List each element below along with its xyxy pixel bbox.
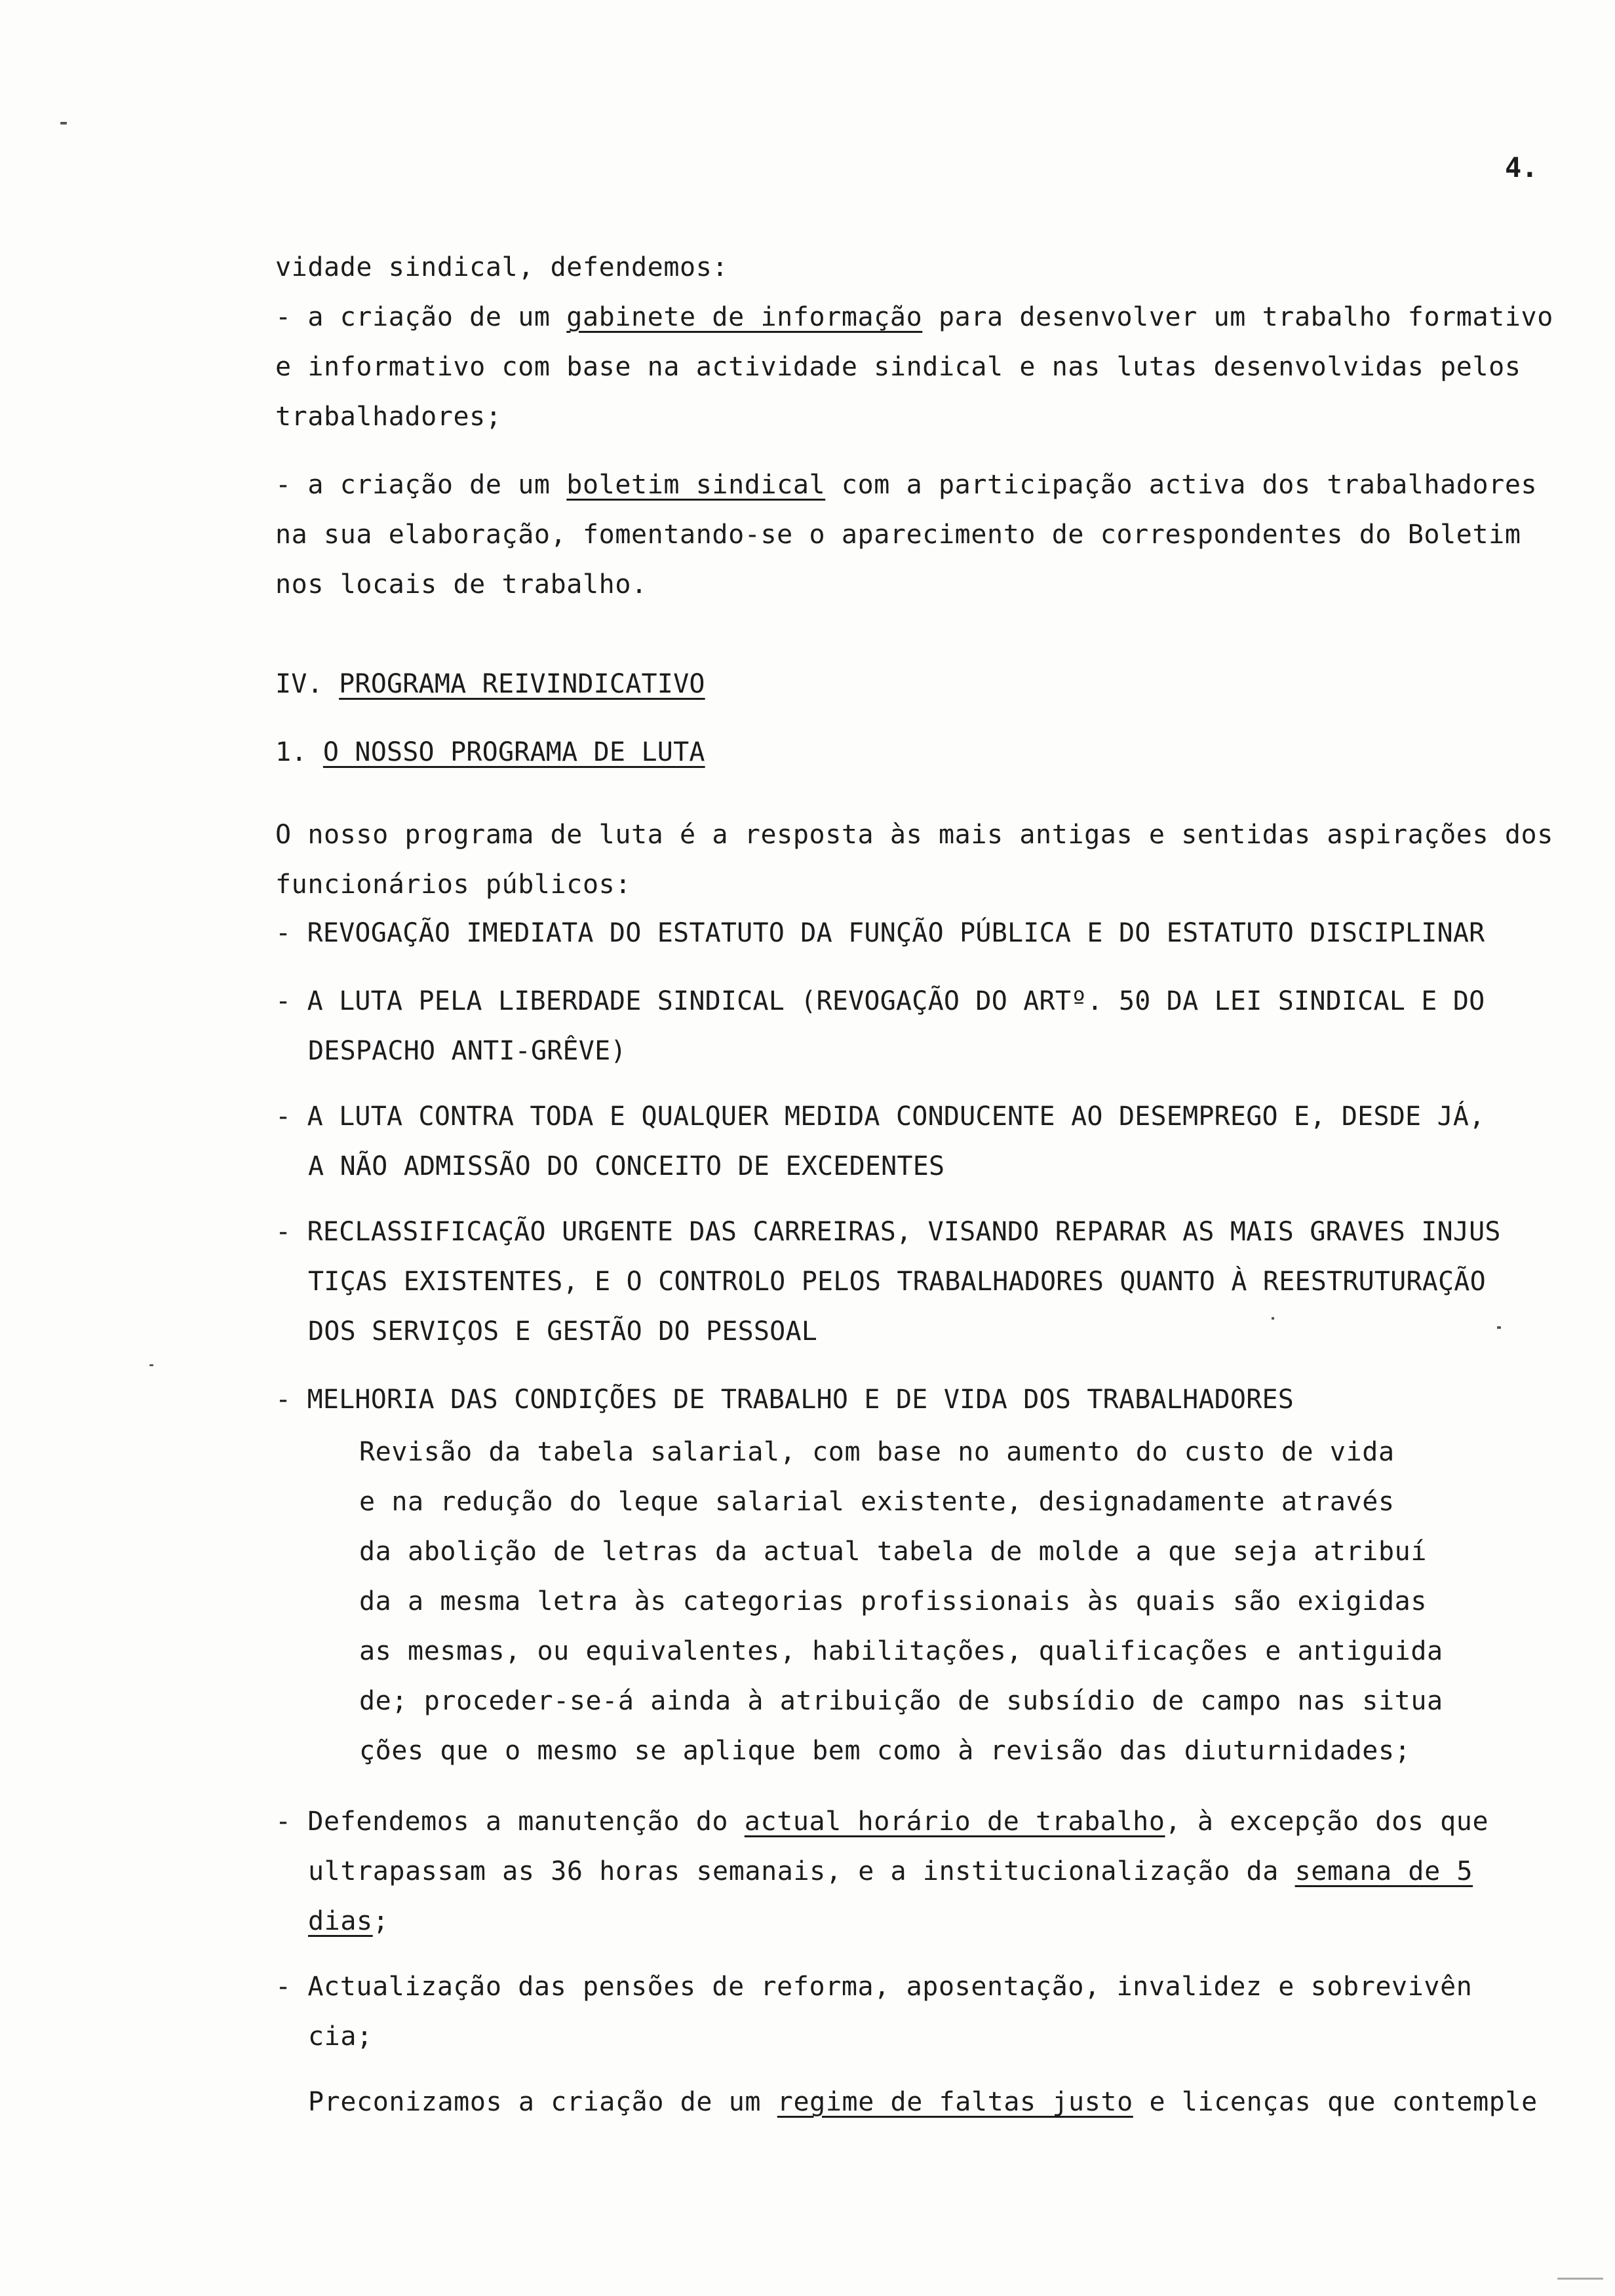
hours-line-3-b: ; — [372, 1906, 389, 1936]
pensions-line-1: - Actualização das pensões de reforma, aposentação, invalidez e sobrevivên — [275, 1972, 1473, 2002]
horario-underlined-text: actual horário de trabalho — [744, 1807, 1165, 1837]
item-1: - REVOGAÇÃO IMEDIATA DO ESTATUTO DA FUNÇÃO PÚBLICA E DO ESTATUTO DISCIPLINAR — [275, 918, 1485, 948]
item-4-line-3: DOS SERVIÇOS E GESTÃO DO PESSOAL — [308, 1316, 818, 1347]
salary-line-2: e na redução do leque salarial existente, designadamente através — [359, 1487, 1395, 1517]
hours-line-2 — [308, 1853, 1473, 1890]
section-number: IV. — [275, 669, 340, 699]
subsection-number: 1. — [275, 737, 323, 767]
hours-line-2-a: ultrapassam as 36 horas semanais, e a institucionalização da — [308, 1856, 1295, 1886]
absences-line-1-b: e licenças que contemple — [1133, 2087, 1538, 2117]
intro-line-2: funcionários públicos: — [275, 870, 632, 900]
semana-underlined-text: semana de 5 — [1294, 1856, 1473, 1886]
item-4-line-1: - RECLASSIFICAÇÃO URGENTE DAS CARREIRAS, VISANDO REPARAR AS MAIS GRAVES INJUS — [275, 1217, 1501, 1247]
para1-line-2-b: para desenvolver um trabalho formativo — [922, 302, 1553, 332]
section-title: PROGRAMA REIVINDICATIVO — [339, 669, 705, 699]
gabinete-underlined-text: gabinete de informação — [566, 302, 923, 332]
para1-line-1: vidade sindical, defendemos: — [275, 252, 729, 282]
intro-line-1: O nosso programa de luta é a resposta às mais antigas e sentidas aspirações dos — [275, 820, 1553, 850]
dias-underlined-text: dias — [308, 1906, 373, 1936]
hours-line-1 — [275, 1803, 1489, 1840]
boletim-underlined-text: boletim sindical — [566, 470, 826, 500]
scan-speck — [1557, 2278, 1603, 2280]
scan-speck — [1497, 1326, 1501, 1329]
faltas-underlined-text: regime de faltas justo — [777, 2087, 1133, 2117]
para1-line-4: trabalhadores; — [275, 402, 502, 432]
subsection-heading — [275, 734, 705, 771]
para2-line-1 — [275, 467, 1537, 503]
item-2-line-2: DESPACHO ANTI-GRÊVE) — [308, 1036, 627, 1066]
section-heading — [275, 666, 705, 702]
salary-line-6: de; proceder-se-á ainda à atribuição de subsídio de campo nas situa — [359, 1686, 1443, 1716]
salary-line-1: Revisão da tabela salarial, com base no aumento do custo de vida — [359, 1437, 1395, 1467]
para2-line-1-a: - a criação de um — [275, 470, 567, 500]
item-5: - MELHORIA DAS CONDIÇÕES DE TRABALHO E DE VIDA DOS TRABALHADORES — [275, 1385, 1294, 1415]
para1-line-3: e informativo com base na actividade sindical e nas lutas desenvolvidas pelos — [275, 352, 1521, 382]
item-3-line-2: A NÃO ADMISSÃO DO CONCEITO DE EXCEDENTES — [308, 1151, 945, 1181]
para1-line-2-a: - a criação de um — [275, 302, 567, 332]
item-4-line-2: TIÇAS EXISTENTES, E O CONTROLO PELOS TRABALHADORES QUANTO À REESTRUTURAÇÃO — [308, 1267, 1486, 1297]
salary-line-3: da abolição de letras da actual tabela de molde a que seja atribuí — [359, 1537, 1428, 1567]
salary-line-4: da a mesma letra às categorias profissionais às quais são exigidas — [359, 1586, 1428, 1617]
para1-line-2 — [275, 299, 1553, 335]
para2-line-1-b: com a participação activa dos trabalhadores — [825, 470, 1538, 500]
absences-line-1-a: Preconizamos a criação de um — [308, 2087, 777, 2117]
para2-line-3: nos locais de trabalho. — [275, 569, 648, 600]
scan-speck — [1272, 1317, 1274, 1320]
hours-line-3 — [308, 1903, 389, 1940]
hours-line-1-b: , à excepção dos que — [1165, 1807, 1489, 1837]
page-number: 4. — [1505, 151, 1538, 183]
salary-line-7: ções que o mesmo se aplique bem como à revisão das diuturnidades; — [359, 1736, 1411, 1766]
para2-line-2: na sua elaboração, fomentando-se o aparecimento de correspondentes do Boletim — [275, 520, 1521, 550]
salary-line-5: as mesmas, ou equivalentes, habilitações, qualificações e antiguida — [359, 1636, 1443, 1666]
absences-line-1 — [308, 2084, 1538, 2120]
item-3-line-1: - A LUTA CONTRA TODA E QUALQUER MEDIDA CONDUCENTE AO DESEMPREGO E, DESDE JÁ, — [275, 1101, 1485, 1132]
item-2-line-1: - A LUTA PELA LIBERDADE SINDICAL (REVOGAÇÃO DO ARTº. 50 DA LEI SINDICAL E DO — [275, 986, 1485, 1016]
scan-speck — [60, 122, 67, 124]
subsection-title: O NOSSO PROGRAMA DE LUTA — [322, 737, 705, 767]
pensions-line-2: cia; — [308, 2021, 373, 2052]
scan-speck — [149, 1364, 153, 1366]
hours-line-1-a: - Defendemos a manutenção do — [275, 1807, 745, 1837]
